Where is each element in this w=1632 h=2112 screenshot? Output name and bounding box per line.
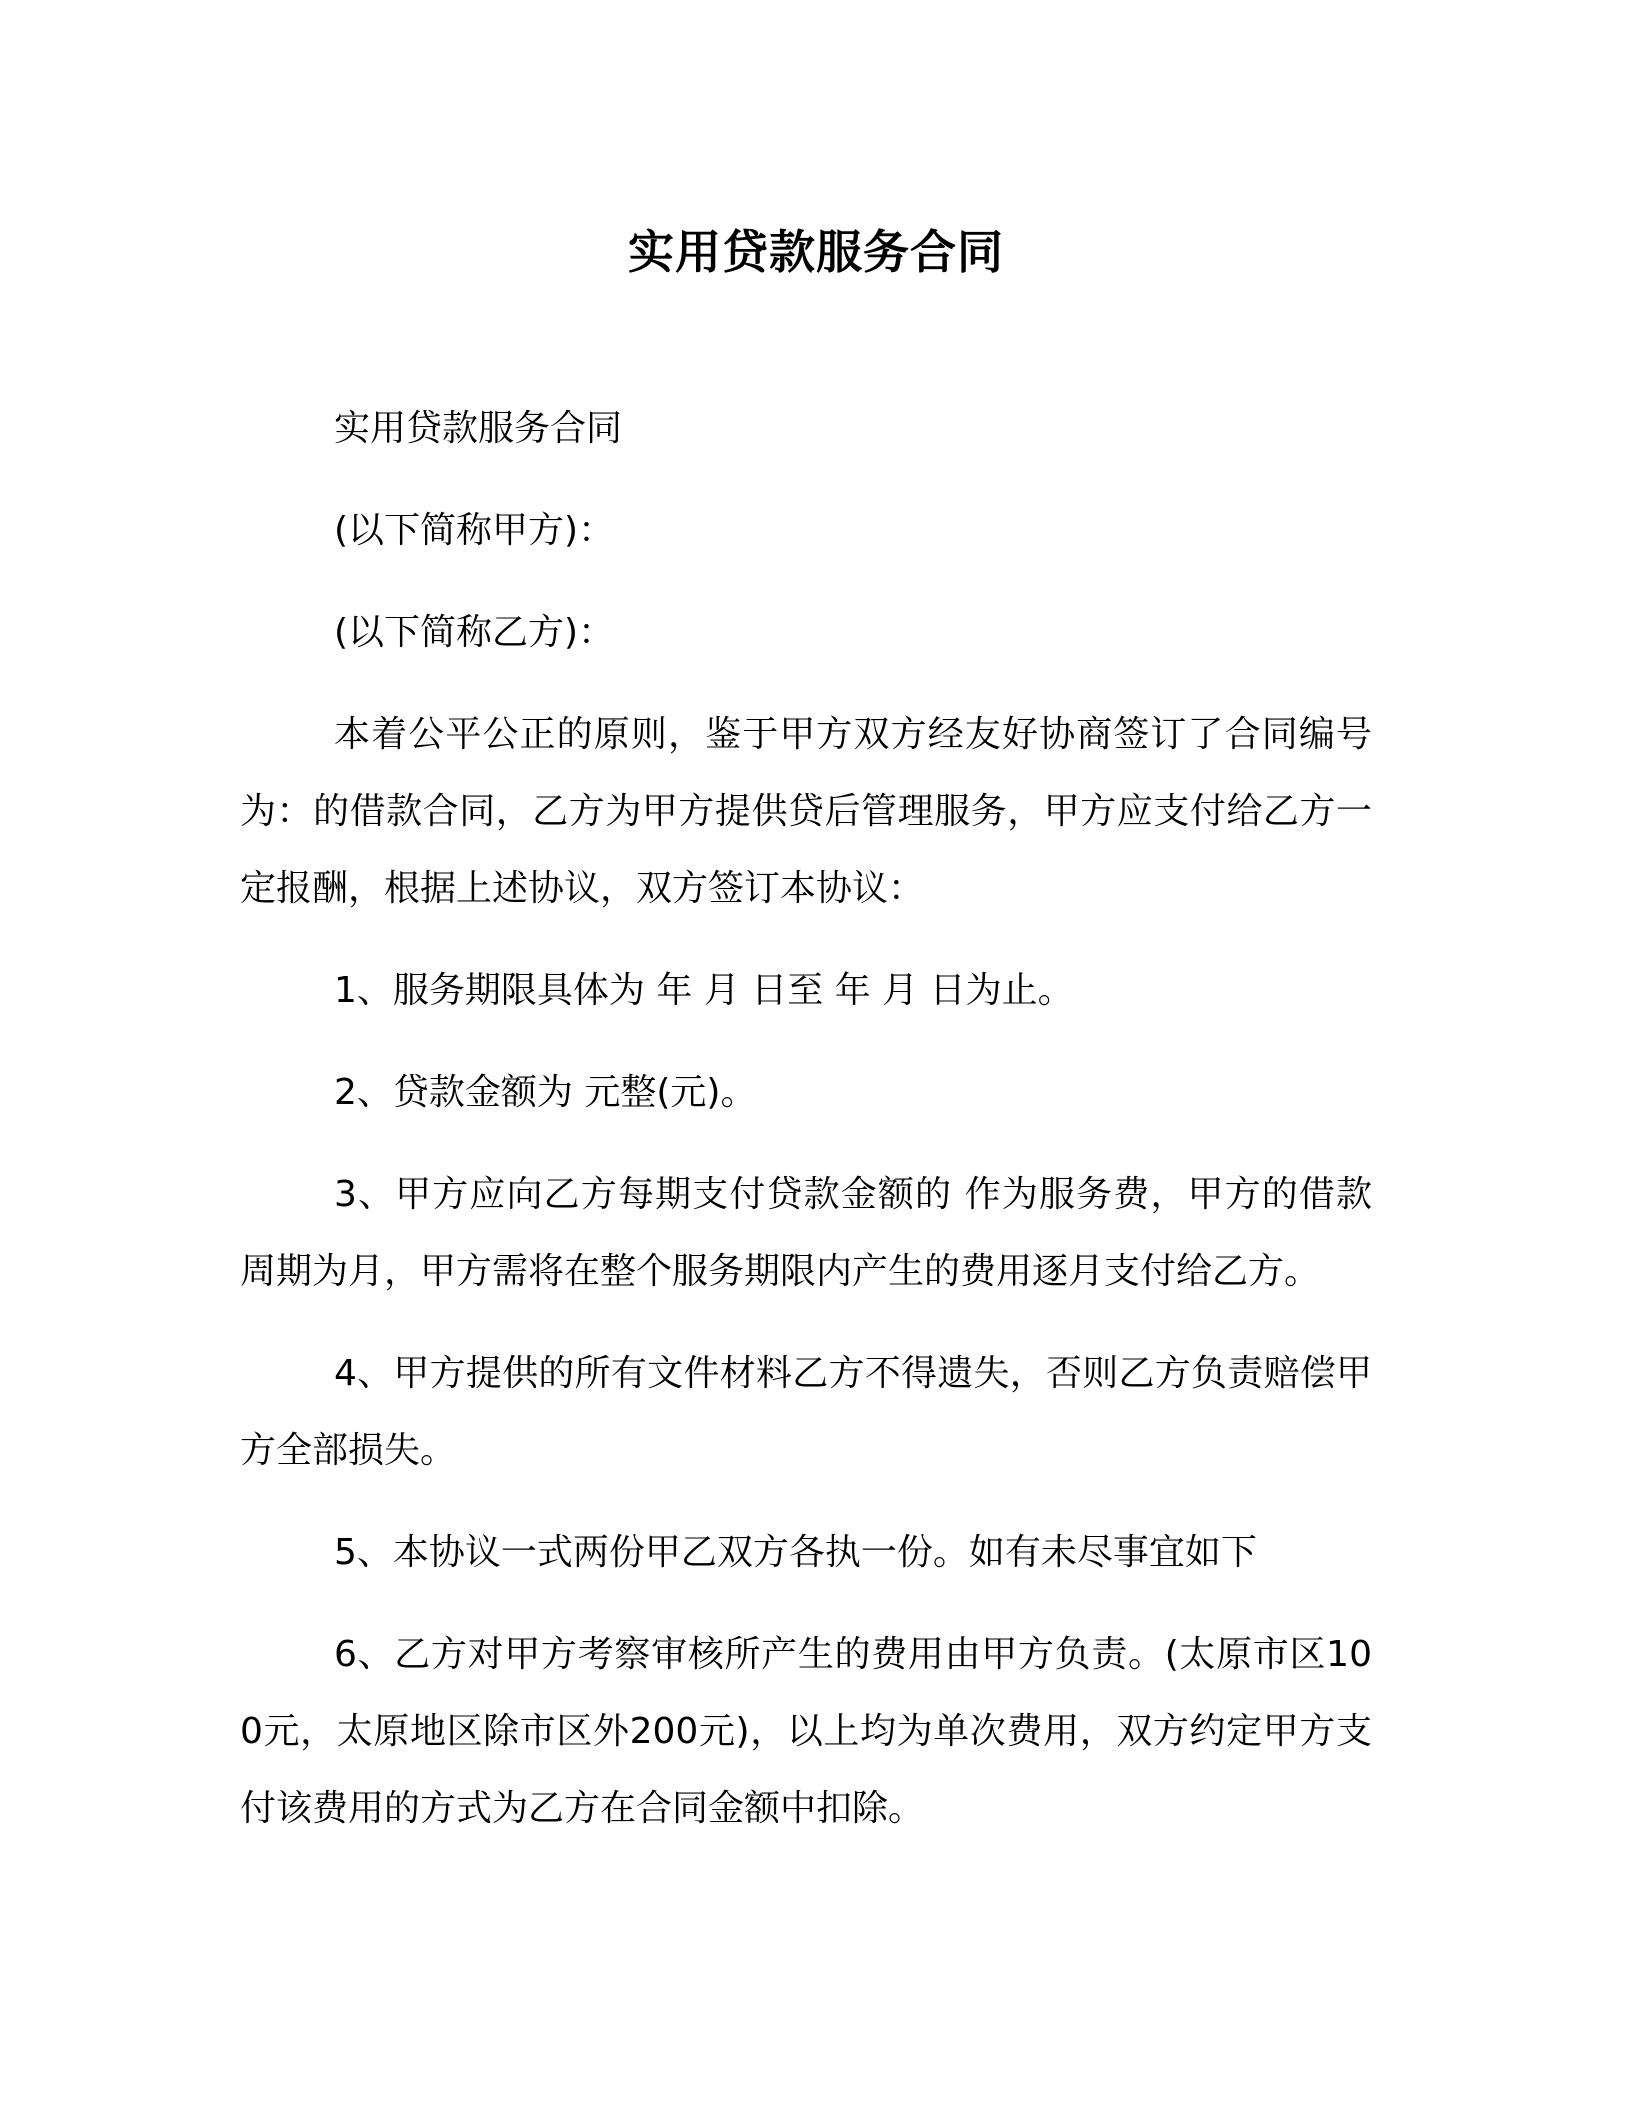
clause-3-service-fee: 3、甲方应向乙方每期支付贷款金额的 作为服务费，甲方的借款周期为月，甲方需将在整个服务期限内产生的费用逐月支付给乙方。 (240, 1174, 1372, 1292)
document-title: 实用贷款服务合同 (628, 225, 1004, 279)
paragraph-party-a: (以下简称甲方)： (334, 510, 615, 551)
paragraph-heading-repeat: 实用贷款服务合同 (334, 408, 623, 449)
clause-2-loan-amount: 2、贷款金额为 元整(元)。 (334, 1072, 757, 1113)
clause-5-copies: 5、本协议一式两份甲乙双方各执一份。如有未尽事宜如下 (334, 1532, 1257, 1573)
clause-4-documents: 4、甲方提供的所有文件材料乙方不得遗失，否则乙方负责赔偿甲方全部损失。 (240, 1353, 1372, 1471)
document-body (240, 390, 1372, 1872)
paragraph-party-b: (以下简称乙方)： (334, 612, 615, 653)
clause-1-service-period: 1、服务期限具体为 年 月 日至 年 月 日为止。 (334, 970, 1074, 1011)
clause-6-review-fees: 6、乙方对甲方考察审核所产生的费用由甲方负责。(太原市区100元，太原地区除市区外200元)，以上均为单次费用，双方约定甲方支付该费用的方式为乙方在合同金额中扣除。 (240, 1634, 1372, 1829)
paragraph-preamble: 本着公平公正的原则，鉴于甲方双方经友好协商签订了合同编号为：的借款合同，乙方为甲方提供贷后管理服务，甲方应支付给乙方一定报酬，根据上述协议，双方签订本协议： (240, 714, 1372, 909)
